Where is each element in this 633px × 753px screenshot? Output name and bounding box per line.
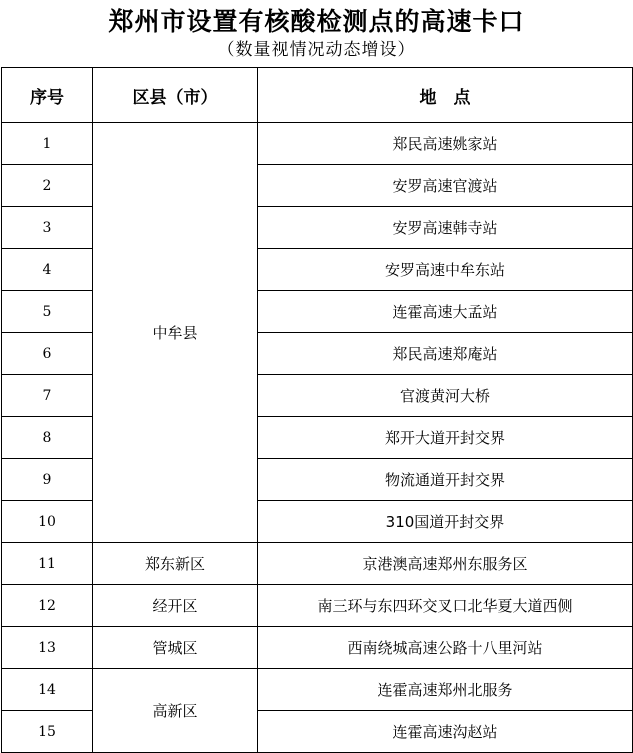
row-number: 2	[2, 165, 93, 207]
row-location: 连霍高速大孟站	[258, 291, 633, 333]
row-number: 1	[2, 123, 93, 165]
row-location: 连霍高速沟赵站	[258, 711, 633, 753]
row-location: 连霍高速郑州北服务	[258, 669, 633, 711]
checkpoint-table	[1, 67, 633, 753]
table-row	[2, 543, 633, 585]
row-number: 11	[2, 543, 93, 585]
row-location: 郑民高速姚家站	[258, 123, 633, 165]
row-location: 310国道开封交界	[258, 501, 633, 543]
row-location: 安罗高速韩寺站	[258, 207, 633, 249]
row-district: 中牟县	[93, 123, 258, 543]
row-district: 郑东新区	[93, 543, 258, 585]
row-number: 3	[2, 207, 93, 249]
row-location: 京港澳高速郑州东服务区	[258, 543, 633, 585]
row-location: 官渡黄河大桥	[258, 375, 633, 417]
row-number: 8	[2, 417, 93, 459]
row-location: 安罗高速官渡站	[258, 165, 633, 207]
row-number: 14	[2, 669, 93, 711]
table-row	[2, 585, 633, 627]
page-title: 郑州市设置有核酸检测点的高速卡口	[108, 7, 525, 36]
row-number: 7	[2, 375, 93, 417]
row-location: 郑民高速郑庵站	[258, 333, 633, 375]
row-district: 经开区	[93, 585, 258, 627]
row-district: 高新区	[93, 669, 258, 753]
header-location: 地 点	[258, 68, 633, 123]
row-number: 5	[2, 291, 93, 333]
row-district: 管城区	[93, 627, 258, 669]
row-location: 物流通道开封交界	[258, 459, 633, 501]
row-number: 15	[2, 711, 93, 753]
row-number: 12	[2, 585, 93, 627]
row-number: 13	[2, 627, 93, 669]
row-location: 安罗高速中牟东站	[258, 249, 633, 291]
row-location: 西南绕城高速公路十八里河站	[258, 627, 633, 669]
row-location: 郑开大道开封交界	[258, 417, 633, 459]
table-row	[2, 123, 633, 165]
table-row	[2, 627, 633, 669]
row-number: 9	[2, 459, 93, 501]
table-header-row	[2, 68, 633, 123]
header-number: 序号	[2, 68, 93, 123]
row-number: 6	[2, 333, 93, 375]
row-location: 南三环与东四环交叉口北华夏大道西侧	[258, 585, 633, 627]
page-subtitle: （数量视情况动态增设）	[217, 40, 416, 60]
table-row	[2, 669, 633, 711]
header-district: 区县（市）	[93, 68, 258, 123]
row-number: 4	[2, 249, 93, 291]
row-number: 10	[2, 501, 93, 543]
